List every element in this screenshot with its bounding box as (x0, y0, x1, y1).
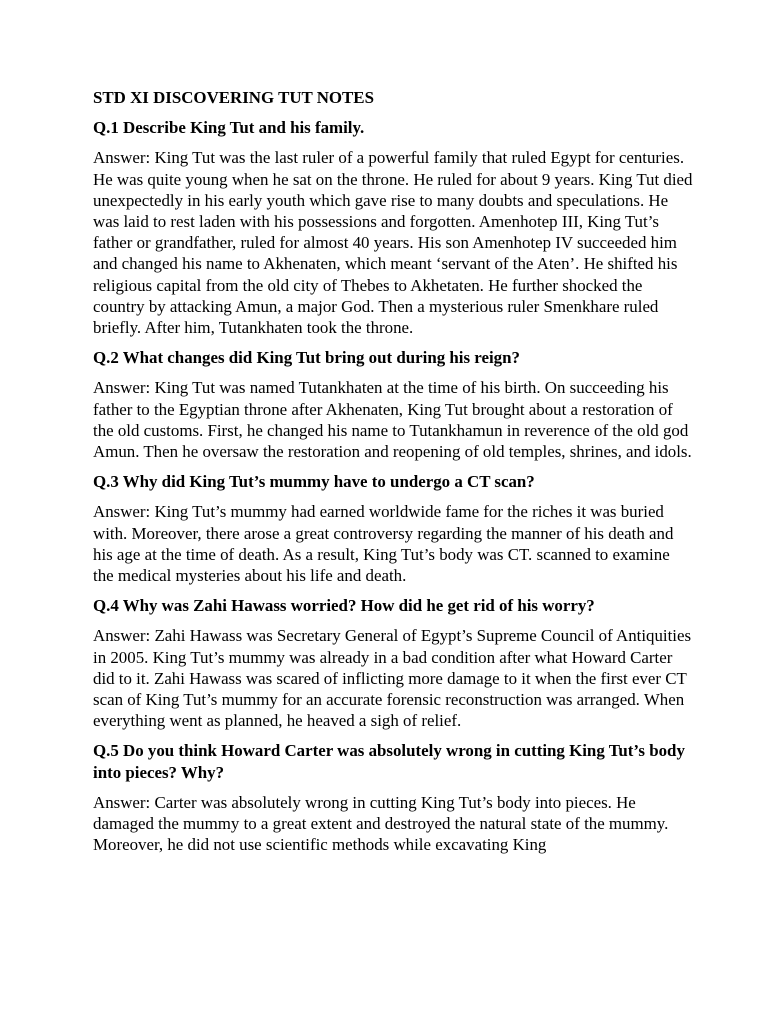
document-content (93, 87, 693, 865)
question-3: Q.3 Why did King Tut’s mummy have to undergo a CT scan? (93, 472, 535, 492)
answer-2: Answer: King Tut was named Tutankhaten at the time of his birth. On succeeding his father to the Egyptian throne after Akhenaten, King Tut brought about a restoration of the old customs. First, he changed his name to Tutankhamun in reverence of the old god Amun. Then he oversaw the restoration and reopening of old temples, shrines, and idols. (93, 378, 692, 462)
question-5: Q.5 Do you think Howard Carter was absolutely wrong in cutting King Tut’s body into pieces? Why? (93, 741, 685, 782)
answer-3: Answer: King Tut’s mummy had earned worldwide fame for the riches it was buried with. Moreover, there arose a great controversy regarding the manner of his death and his age at the time of death. As a result, King Tut’s body was CT. scanned to examine the medical mysteries about his life and death. (93, 502, 674, 586)
answer-1: Answer: King Tut was the last ruler of a powerful family that ruled Egypt for centuries. He was quite young when he sat on the throne. He ruled for about 9 years. King Tut died unexpectedly in his early youth which gave rise to many doubts and speculations. He was laid to rest laden with his possessions and forgotten. Amenhotep III, King Tut’s father or grandfather, ruled for almost 40 years. His son Amenhotep IV succeeded him and changed his name to Akhenaten, which meant ‘servant of the Aten’. He shifted his religious capital from the old city of Thebes to Akhetaten. He further shocked the country by attacking Amun, a major God. Then a mysterious ruler Smenkhare ruled briefly. After him, Tutankhaten took the throne. (93, 148, 693, 338)
document-title: STD XI DISCOVERING TUT NOTES (93, 88, 374, 107)
question-2: Q.2 What changes did King Tut bring out during his reign? (93, 348, 520, 368)
question-4: Q.4 Why was Zahi Hawass worried? How did he get rid of his worry? (93, 596, 595, 616)
answer-4: Answer: Zahi Hawass was Secretary General of Egypt’s Supreme Council of Antiquities in 2005. King Tut’s mummy was already in a bad condition after what Howard Carter did to it. Zahi Hawass was scared of inflicting more damage to it when the first ever CT scan of King Tut’s mummy for an accurate forensic reconstruction was arranged. When everything went as planned, he heaved a sigh of relief. (93, 626, 692, 731)
question-1: Q.1 Describe King Tut and his family. (93, 118, 365, 138)
answer-5: Answer: Carter was absolutely wrong in cutting King Tut’s body into pieces. He damaged the mummy to a great extent and destroyed the natural state of the mummy. Moreover, he did not use scientific methods while excavating King (93, 792, 669, 855)
